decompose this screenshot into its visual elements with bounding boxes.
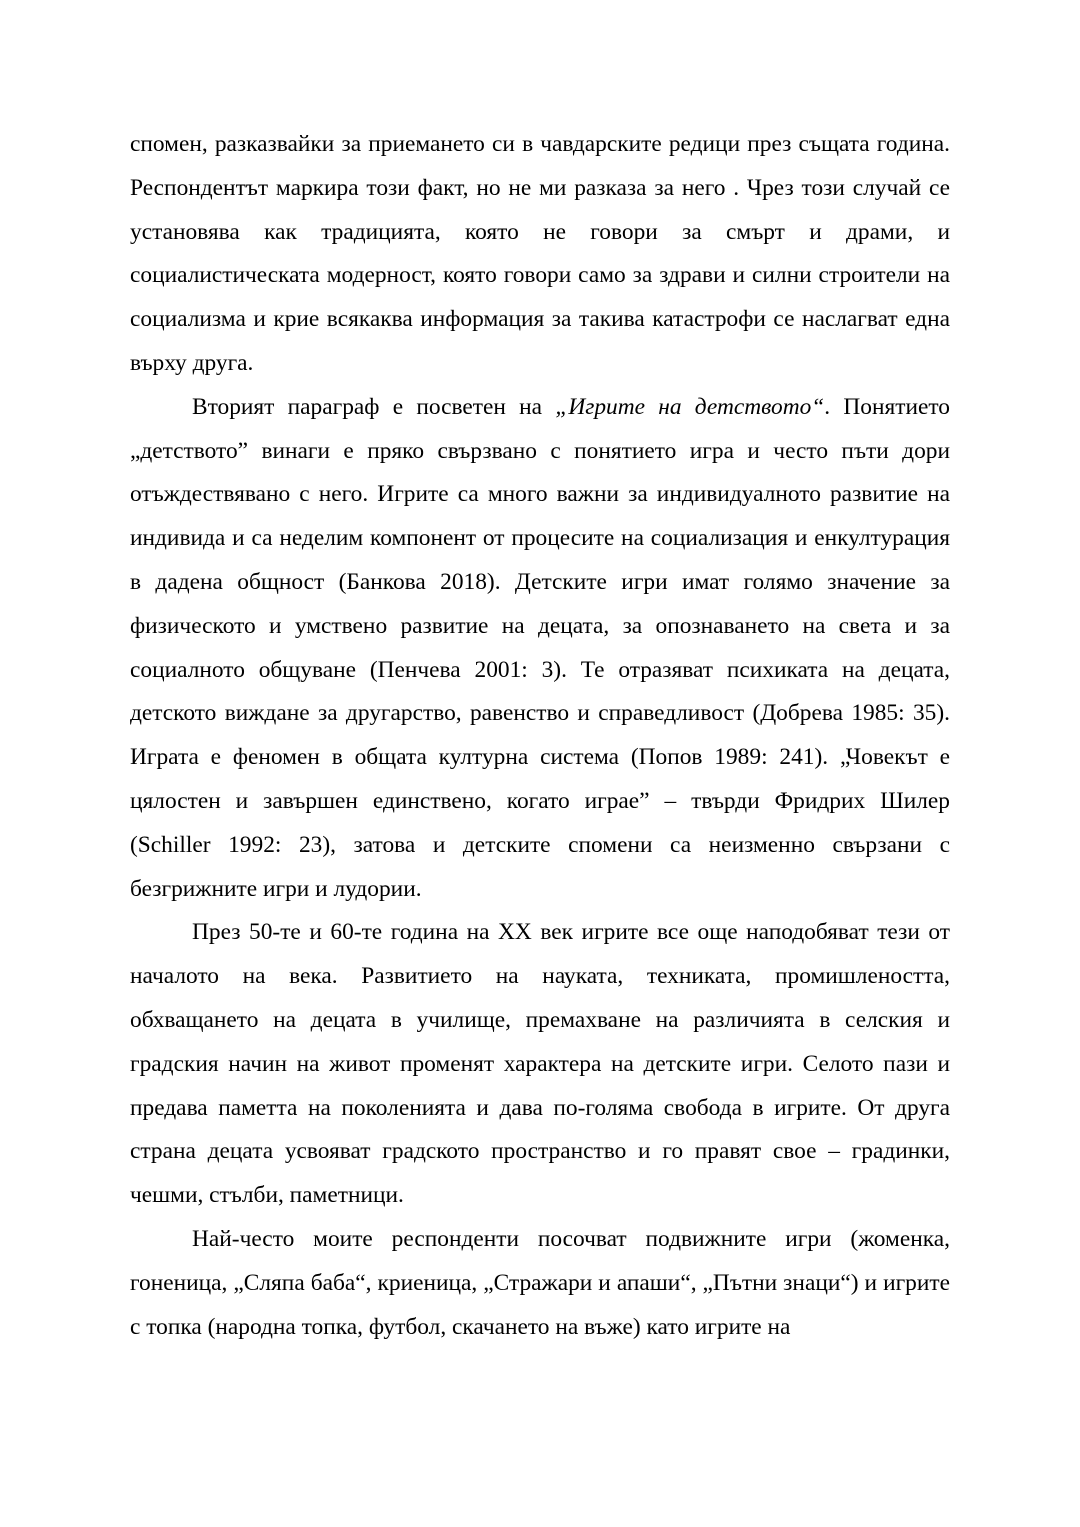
paragraph-2-italic-title: „Игрите на детството“ <box>555 393 825 420</box>
paragraph-4: Най-често моите респонденти посочват подвижните игри (жоменка, гоненица, „Сляпа баба“, криеница, „Стражари и апаши“, „Пътни знаци“) и игрите с топка (народна топка, футбол, скачането на въже) като игрите на <box>130 1225 950 1340</box>
paragraph-2-rest: . Понятието „детството” винаги е пряко свързвано с понятието игра и често пъти дори отъждествявано с него. Игрите са много важни за индивидуалното развитие на индивида и са неделим компонент от процесите на социализация и енкултурация в дадена общност (Банкова 2018). Детските игри имат голямо значение за физическото и умствено развитие на децата, за опознаването на света и за социалното общуване (Пенчева 2001: 3). Те отразяват психиката на децата, детското виждане за другарство, равенство и справедливост (Добрева 1985: 35). Играта е феномен в общата културна система (Попов 1989: 241). „Човекът е цялостен и завършен единствено, когато играе” – твърди Фридрих Шилер (Schiller 1992: 23), затова и детските спомени са неизменно свързани с безгрижните игри и лудории. <box>130 393 950 902</box>
paragraph-3: През 50-те и 60-те година на XX век игрите все още наподобяват тези от началото на века. Развитието на науката, техниката, промишлеността, обхващането на децата в училище, премахване на различията в селския и градския начин на живот променят характера на детските игри. Селото пази и предава паметта на поколенията и дава по-голяма свобода в игрите. От друга страна децата усвояват градското пространство и го правят свое – градинки, чешми, стълби, паметници. <box>130 919 950 1209</box>
paragraph-1: спомен, разказвайки за приемането си в чавдарските редици през същата година. Респондентът маркира този факт, но не ми разказа за него . Чрез този случай се установява как традицията, която не говори за смърт и драми, и социалистическата модерност, която говори само за здрави и силни строители на социализма и крие всякаква информация за такива катастрофи се наслагват една върху друга. <box>130 131 950 376</box>
paragraph-2 <box>130 386 950 912</box>
paragraph-2-lead: Вторият параграф е посветен на <box>192 393 556 420</box>
document-page <box>130 123 950 1349</box>
